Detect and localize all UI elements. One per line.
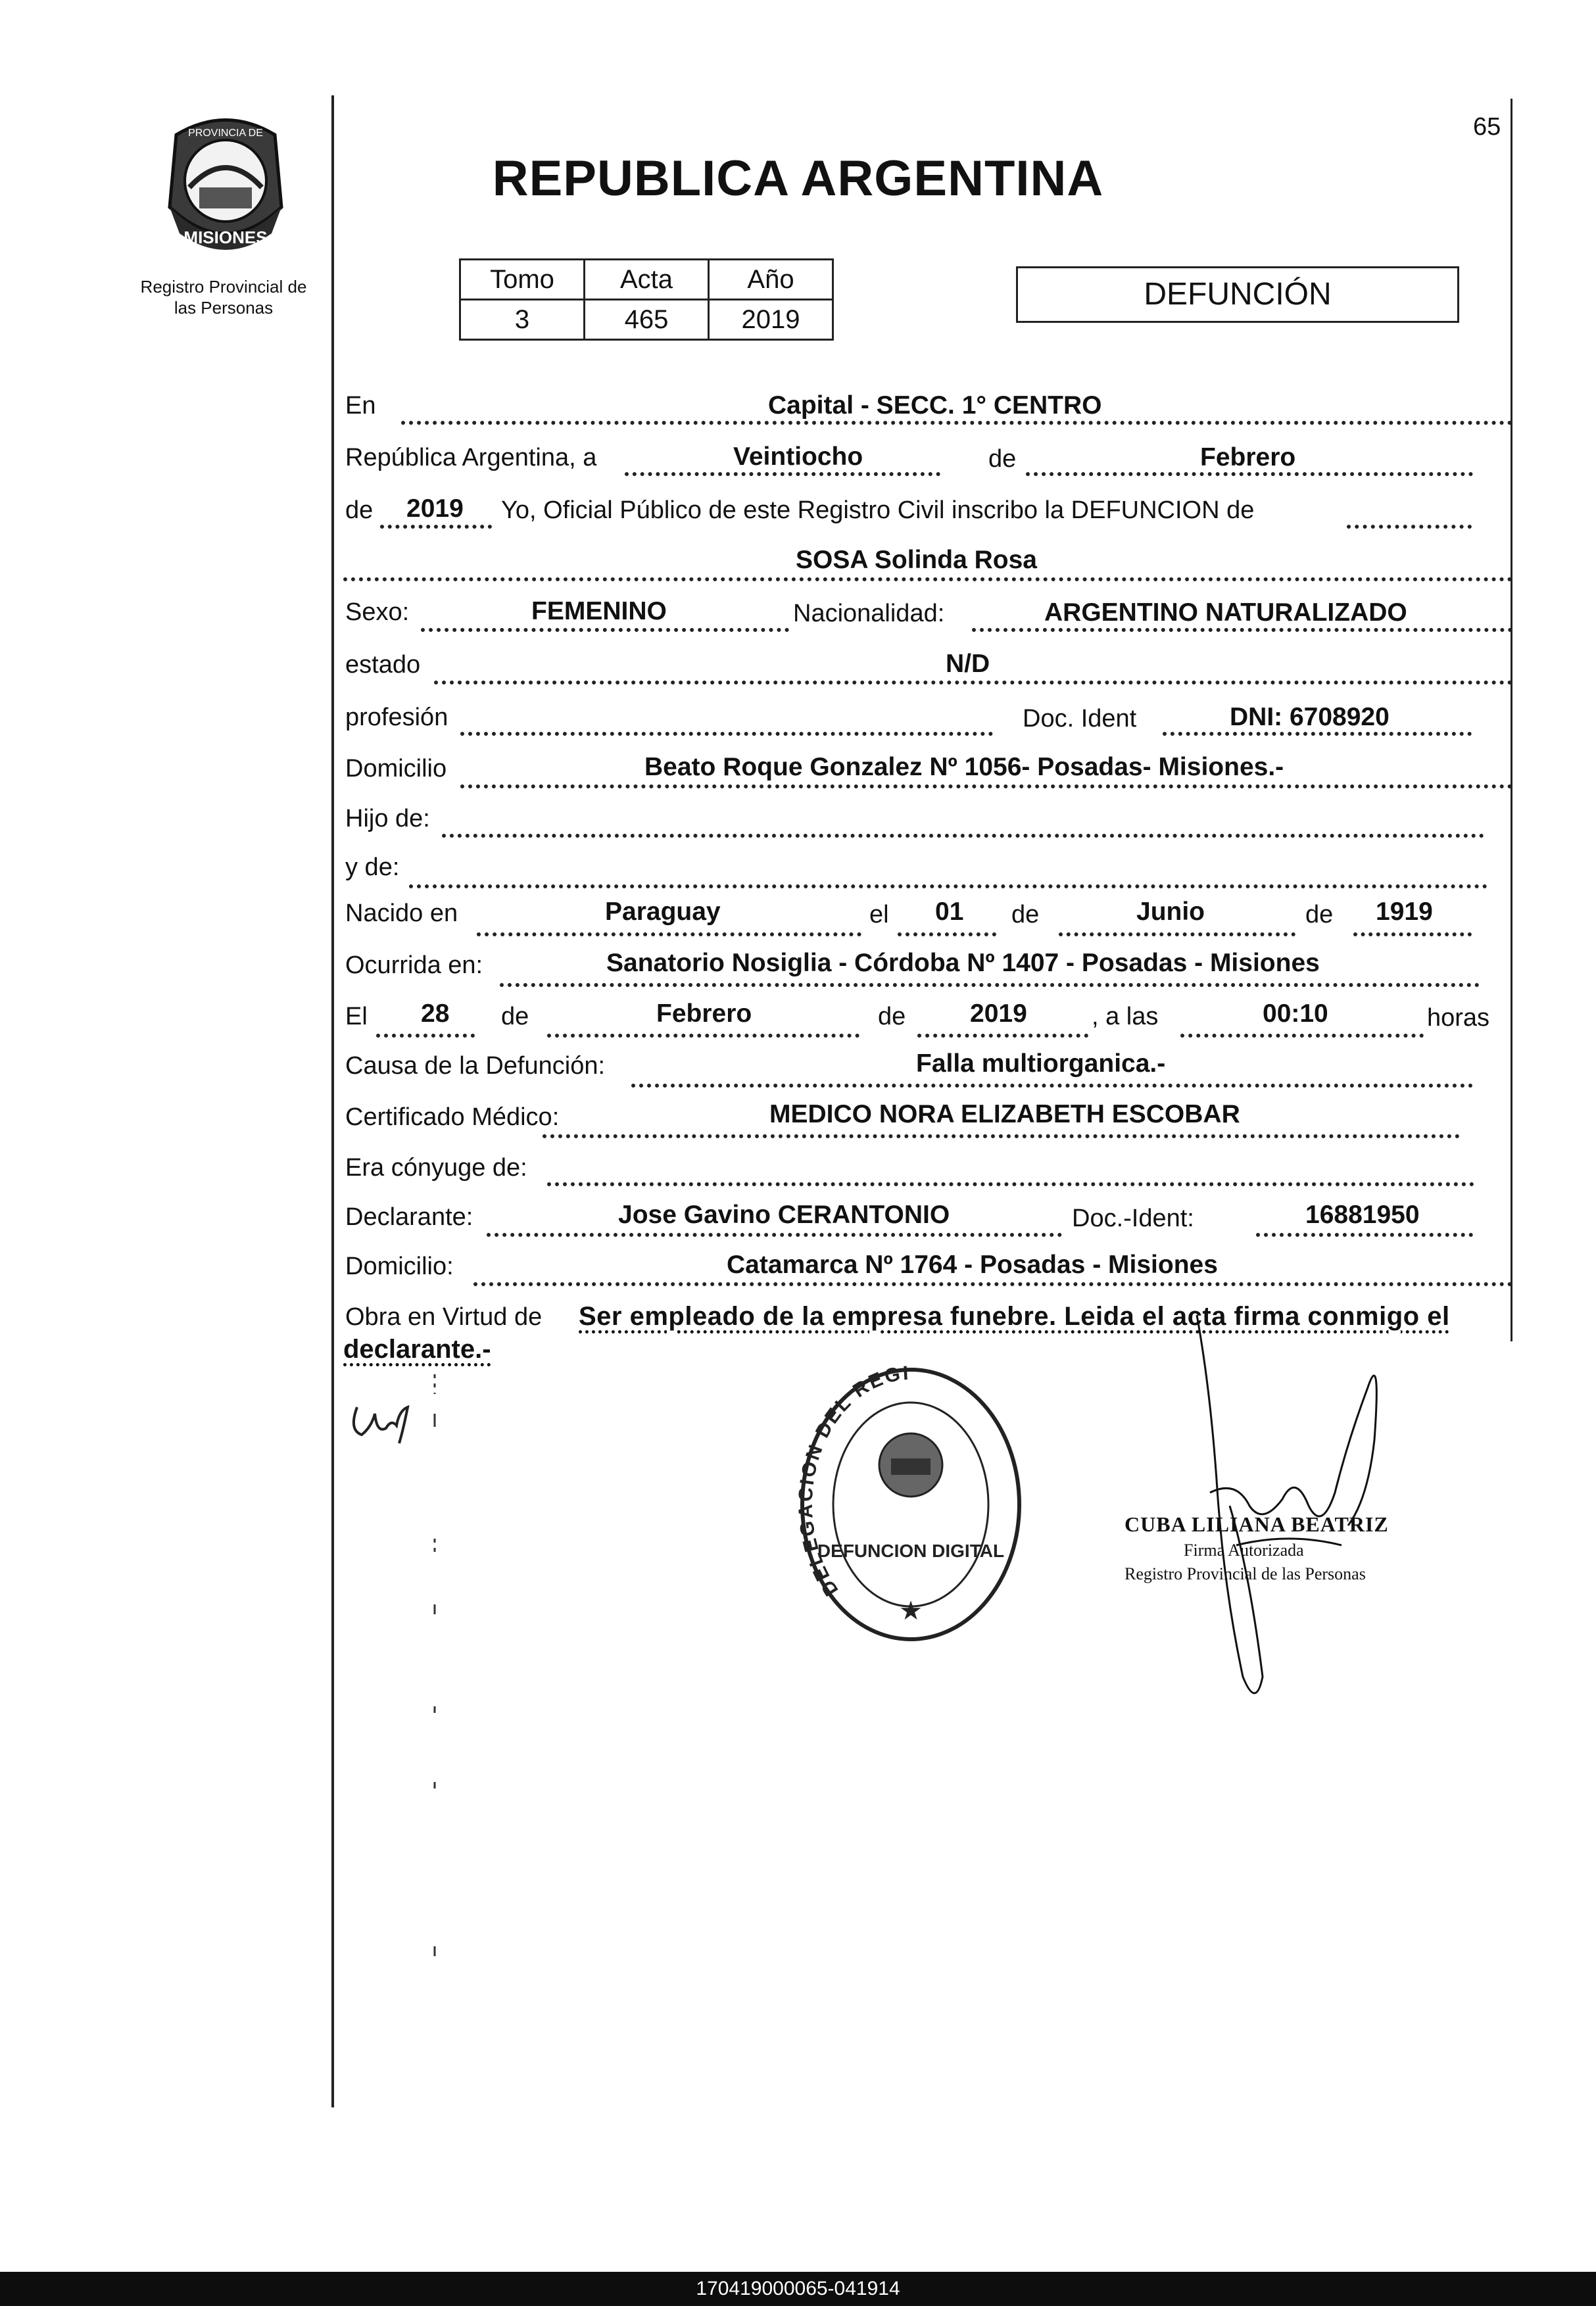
label-conyuge: Era cónyuge de:: [345, 1154, 527, 1182]
dotted-line: [1026, 472, 1473, 476]
table-header: Año: [709, 260, 833, 300]
label-causa: Causa de la Defunción:: [345, 1052, 606, 1080]
value-mes: Febrero: [1200, 443, 1296, 471]
dotted-line: [442, 834, 1484, 838]
value-def-hora: 00:10: [1263, 999, 1328, 1028]
margin-initials-signature: [345, 1394, 424, 1447]
label-domicilio-2: Domicilio:: [345, 1253, 454, 1280]
page-number: 65: [1473, 113, 1501, 141]
label-nacido-en: Nacido en: [345, 900, 458, 927]
value-obra-virtud-1: Ser empleado de la empresa funebre. Leida el acta firma conmigo el: [579, 1302, 1450, 1331]
svg-text:★: ★: [899, 1597, 923, 1625]
value-declarante-domicilio: Catamarca Nº 1764 - Posadas - Misiones: [727, 1251, 1218, 1279]
document-type-box: DEFUNCIÓN: [1016, 266, 1459, 323]
dotted-line: [487, 1233, 1062, 1237]
svg-text:DEFUNCION DIGITAL: DEFUNCION DIGITAL: [817, 1541, 1005, 1561]
label-yo-oficial: Yo, Oficial Público de este Registro Civil inscribo la DEFUNCION de: [501, 496, 1255, 524]
label-estado: estado: [345, 651, 421, 679]
value-estado: N/D: [946, 650, 990, 678]
value-doc-ident: DNI: 6708920: [1230, 703, 1390, 731]
label-a-las: , a las: [1092, 1003, 1159, 1030]
dotted-line: [547, 1034, 859, 1038]
dotted-line: [477, 932, 861, 936]
value-def-mes: Febrero: [656, 999, 752, 1028]
label-nacionalidad: Nacionalidad:: [793, 600, 945, 627]
margin-dashes: [433, 1374, 437, 2124]
value-certificado: MEDICO NORA ELIZABETH ESCOBAR: [769, 1100, 1240, 1128]
dotted-line: [1163, 732, 1472, 736]
label-profesion: profesión: [345, 704, 448, 731]
label-de: de: [988, 445, 1017, 473]
dotted-line: [972, 628, 1512, 632]
label-certificado: Certificado Médico:: [345, 1103, 560, 1131]
table-header: Tomo: [460, 260, 585, 300]
dotted-line: [421, 628, 789, 632]
label-de: de: [345, 496, 374, 524]
label-sexo: Sexo:: [345, 598, 410, 626]
dotted-line: [1180, 1034, 1424, 1038]
label-domicilio: Domicilio: [345, 755, 447, 782]
table-header: Acta: [585, 260, 709, 300]
value-declarante: Jose Gavino CERANTONIO: [618, 1201, 950, 1229]
label-republica: República Argentina, a: [345, 444, 597, 471]
dotted-line: [917, 1034, 1088, 1038]
official-stamp-text: [1124, 1512, 1440, 1584]
table-cell: 3: [460, 300, 585, 340]
dotted-line: [460, 784, 1512, 788]
dotted-line: [1059, 932, 1295, 936]
svg-text:MISIONES: MISIONES: [183, 228, 268, 247]
value-nacionalidad: ARGENTINO NATURALIZADO: [1044, 598, 1407, 627]
dotted-line: [625, 472, 940, 476]
dotted-line: [380, 525, 492, 529]
official-registry: Registro Provincial de las Personas: [1124, 1564, 1366, 1583]
registry-name-line1: Registro Provincial de: [140, 277, 307, 297]
value-lugar: Capital - SECC. 1° CENTRO: [768, 391, 1102, 420]
official-role: Firma Autorizada: [1184, 1541, 1304, 1560]
dotted-line: [547, 1182, 1474, 1186]
dotted-line: [409, 884, 1487, 888]
dotted-line: [1347, 525, 1472, 529]
footer-barcode-strip: 170419000065-041914: [0, 2272, 1596, 2306]
registry-name-line2: las Personas: [174, 298, 274, 318]
registry-name: [112, 276, 335, 318]
label-de: de: [878, 1003, 906, 1030]
page-title: REPUBLICA ARGENTINA: [492, 151, 1104, 206]
label-obra-virtud: Obra en Virtud de: [345, 1303, 543, 1331]
dotted-line: [500, 983, 1480, 987]
label-y-de: y de:: [345, 853, 400, 881]
dotted-line: [343, 577, 1512, 581]
label-ocurrida-en: Ocurrida en:: [345, 951, 483, 979]
label-doc-ident: Doc. Ident: [1023, 705, 1137, 733]
value-nac-mes: Junio: [1136, 898, 1205, 926]
label-de: de: [1011, 901, 1040, 928]
registry-reference-table: [459, 258, 834, 341]
svg-text:DELEGACION DEL REGISTRO PROVIN: DELEGACION DEL REGI: [794, 1362, 911, 1600]
label-en: En: [345, 392, 376, 420]
label-el: el: [869, 901, 889, 928]
official-registry-stamp: [792, 1360, 1029, 1656]
value-dia-letras: Veintiocho: [733, 443, 863, 471]
label-doc-ident-2: Doc.-Ident:: [1072, 1205, 1194, 1232]
dotted-line: [473, 1282, 1512, 1286]
value-anio: 2019: [406, 494, 464, 523]
value-def-anio: 2019: [970, 999, 1027, 1028]
official-name: CUBA LILIANA BEATRIZ: [1124, 1512, 1389, 1536]
value-nombre: SOSA Solinda Rosa: [796, 546, 1037, 574]
dotted-line: [631, 1084, 1473, 1088]
left-margin-rule: [331, 95, 334, 2107]
value-causa: Falla multiorganica.-: [916, 1049, 1166, 1078]
dotted-line: [543, 1134, 1460, 1138]
label-declarante: Declarante:: [345, 1203, 473, 1231]
dotted-line: [460, 732, 993, 736]
label-de: de: [1305, 901, 1334, 928]
value-nacido-en: Paraguay: [605, 898, 721, 926]
label-horas: horas: [1427, 1004, 1490, 1032]
dotted-line: [434, 681, 1512, 685]
value-ocurrida-en: Sanatorio Nosiglia - Córdoba Nº 1407 - Posadas - Misiones: [606, 949, 1320, 977]
dotted-line: [376, 1034, 475, 1038]
table-cell: 2019: [709, 300, 833, 340]
dotted-line: [1353, 932, 1472, 936]
label-de: de: [501, 1003, 529, 1030]
label-hijo-de: Hijo de:: [345, 805, 430, 832]
dotted-line: [1256, 1233, 1473, 1237]
svg-text:PROVINCIA DE: PROVINCIA DE: [188, 128, 263, 139]
value-def-dia: 28: [421, 999, 450, 1028]
value-nac-dia: 01: [935, 898, 964, 926]
value-declarante-doc: 16881950: [1305, 1201, 1420, 1229]
value-domicilio: Beato Roque Gonzalez Nº 1056- Posadas- Misiones.-: [644, 753, 1284, 781]
table-cell: 465: [585, 300, 709, 340]
label-el-cap: El: [345, 1003, 368, 1030]
right-margin-rule: [1511, 99, 1512, 1341]
value-sexo: FEMENINO: [531, 597, 667, 625]
dotted-line: [401, 421, 1512, 425]
dotted-line: [898, 932, 996, 936]
value-obra-virtud-2: declarante.-: [343, 1335, 491, 1364]
value-nac-anio: 1919: [1376, 898, 1433, 926]
